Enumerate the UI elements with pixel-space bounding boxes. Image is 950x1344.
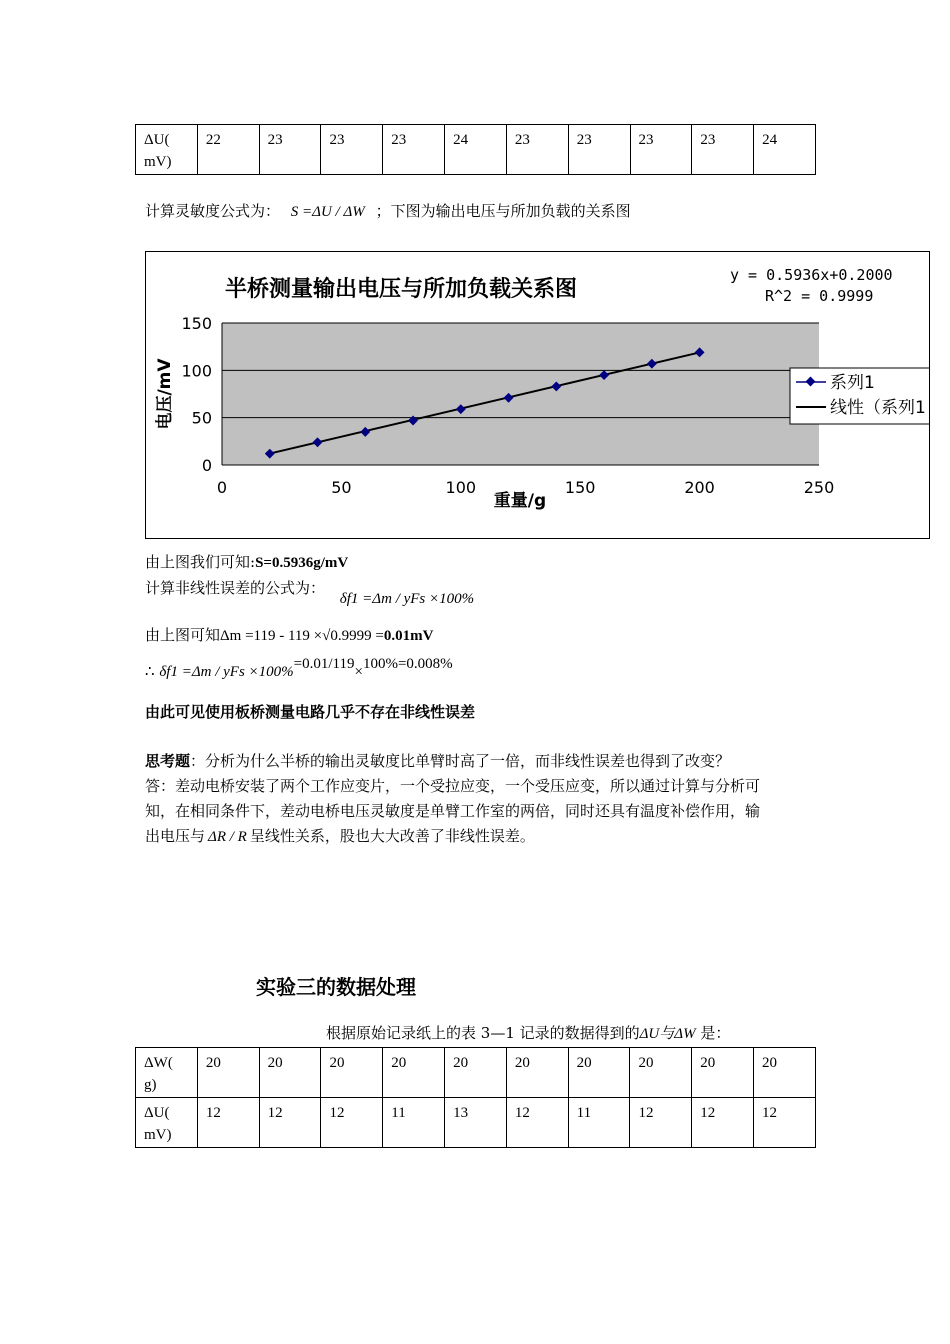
header-text: U( [153,1105,170,1121]
answer-formula: ΔR / R [208,829,247,845]
row-header-cell [136,1098,198,1148]
y-tick-label: 50 [191,408,212,428]
table-cell: 12 [692,1098,754,1148]
top-data-table [135,124,816,175]
answer-line-2: 知，在相同条件下，差动电桥电压灵敏度是单臂工作室的两倍，同时还具有温度补偿作用，输 [145,802,761,820]
table-cell: 11 [383,1098,445,1148]
table-cell: 12 [506,1098,568,1148]
answer-line-3-b: 呈线性关系，股也大大改善了非线性误差。 [249,827,535,845]
answer-line-3-a: 出电压与 [145,827,206,845]
table-cell: 20 [692,1048,754,1098]
header-unit: g) [144,1077,157,1093]
bottom-data-table [135,1047,816,1148]
y-tick-label: 0 [201,456,212,475]
table-cell: 12 [754,1098,816,1148]
sensitivity-formula: S =ΔU / ΔW [290,204,365,220]
x-tick-label: 100 [445,478,477,497]
table-cell: 12 [197,1098,259,1148]
header-unit: mV) [144,1127,172,1143]
table-row [136,125,816,175]
table-row [136,1048,816,1098]
table-cell: 23 [630,125,692,175]
delta-m-prefix: 由上图可知 [145,626,221,644]
x-tick-label: 200 [684,478,715,497]
table-cell: 11 [568,1098,630,1148]
section-intro-formula: ΔU与ΔW [639,1026,696,1042]
result-line [145,551,348,574]
therefore-line [145,652,453,680]
table-cell: 20 [259,1048,321,1098]
delta-symbol: Δ [144,132,154,148]
delta-symbol: Δ [144,1105,154,1121]
x-tick-label: 150 [564,478,596,497]
table-cell: 23 [692,125,754,175]
legend-series-label: 系列1 [830,373,875,393]
result-prefix: 由上图我们可知: [145,553,256,571]
chart-svg [146,252,929,538]
chart-container [145,251,930,539]
answer-line-3 [145,825,535,848]
nonlinear-formula-line [145,577,475,607]
y-axis-label: 电压/mV [155,358,175,430]
x-tick-label: 0 [216,478,228,497]
delta-m-expression: Δm =119 - 119 ×√0.9999 = [220,628,384,644]
therefore-calc: =0.01/119 [293,656,355,672]
therefore-symbol: ∴ [145,662,155,680]
table-cell: 23 [383,125,445,175]
table-cell: 20 [506,1048,568,1098]
conclusion-text: 由此可见使用板桥测量电路几乎不存在非线性误差 [145,703,476,721]
legend-trend-label: 线性（系列1 [830,398,926,418]
table-cell: 20 [445,1048,507,1098]
y-tick-label: 150 [181,314,212,333]
thinking-question-text: ：分析为什么半桥的输出灵敏度比单臂时高了一倍，而非线性误差也得到了改变？ [190,752,731,770]
result-value: S=0.5936g/mV [255,555,349,571]
table-cell: 24 [754,125,816,175]
delta-m-value: 0.01mV [383,628,434,644]
therefore-formula: δf1 =Δm / yFs ×100% [159,664,294,680]
table-cell: 20 [321,1048,383,1098]
table-cell: 23 [259,125,321,175]
thinking-question [145,750,815,772]
table-cell: 20 [754,1048,816,1098]
times-symbol: × [354,664,363,680]
table-cell: 20 [568,1048,630,1098]
table-cell: 12 [630,1098,692,1148]
row-header-cell [136,125,198,175]
delta-m-line [145,624,433,647]
x-axis-label: 重量/g [493,491,547,511]
section-title: 实验三的数据处理 [256,975,416,999]
table-cell: 13 [445,1098,507,1148]
sensitivity-prefix: 计算灵敏度公式为： [145,202,281,220]
sensitivity-suffix: ；下图为输出电压与所加负载的关系图 [375,202,631,220]
header-unit: mV) [144,154,172,170]
table-cell: 12 [321,1098,383,1148]
y-tick-label: 100 [181,361,212,381]
x-tick-label: 250 [803,478,835,497]
header-text: U( [153,132,170,148]
table-cell: 20 [383,1048,445,1098]
r-squared: R^2 = 0.9999 [765,287,874,305]
table-cell: 23 [506,125,568,175]
table-row [136,1098,816,1148]
table-cell: 23 [568,125,630,175]
therefore-result: 100%=0.008% [362,656,453,672]
row-header-cell [136,1048,198,1098]
table-cell: 20 [197,1048,259,1098]
section-intro [326,1022,730,1045]
trend-equation: y = 0.5936x+0.2000 [730,266,893,284]
sensitivity-line [145,200,631,223]
y-tick-labels [181,314,212,475]
table-cell: 12 [259,1098,321,1148]
table-cell: 20 [630,1048,692,1098]
nonlinear-label: 计算非线性误差的公式为： [145,579,326,597]
nonlinear-formula: δf1 =Δm / yFs ×100% [339,591,475,607]
section-intro-text: 根据原始记录纸上的表 3—1 记录的数据得到的 [326,1024,640,1042]
answer-line-1: 答：差动电桥安装了两个工作应变片，一个受拉应变，一个受压应变，所以通过计算与分析可 [145,777,761,795]
section-intro-suffix: 是： [695,1024,731,1042]
header-text: W( [153,1055,173,1071]
delta-symbol: Δ [144,1055,154,1071]
x-tick-label: 50 [331,478,352,497]
chart-title: 半桥测量输出电压与所加负载关系图 [224,277,578,302]
table-cell: 23 [321,125,383,175]
table-cell: 22 [197,125,259,175]
table-cell: 24 [445,125,507,175]
thinking-label: 思考题 [145,752,191,770]
